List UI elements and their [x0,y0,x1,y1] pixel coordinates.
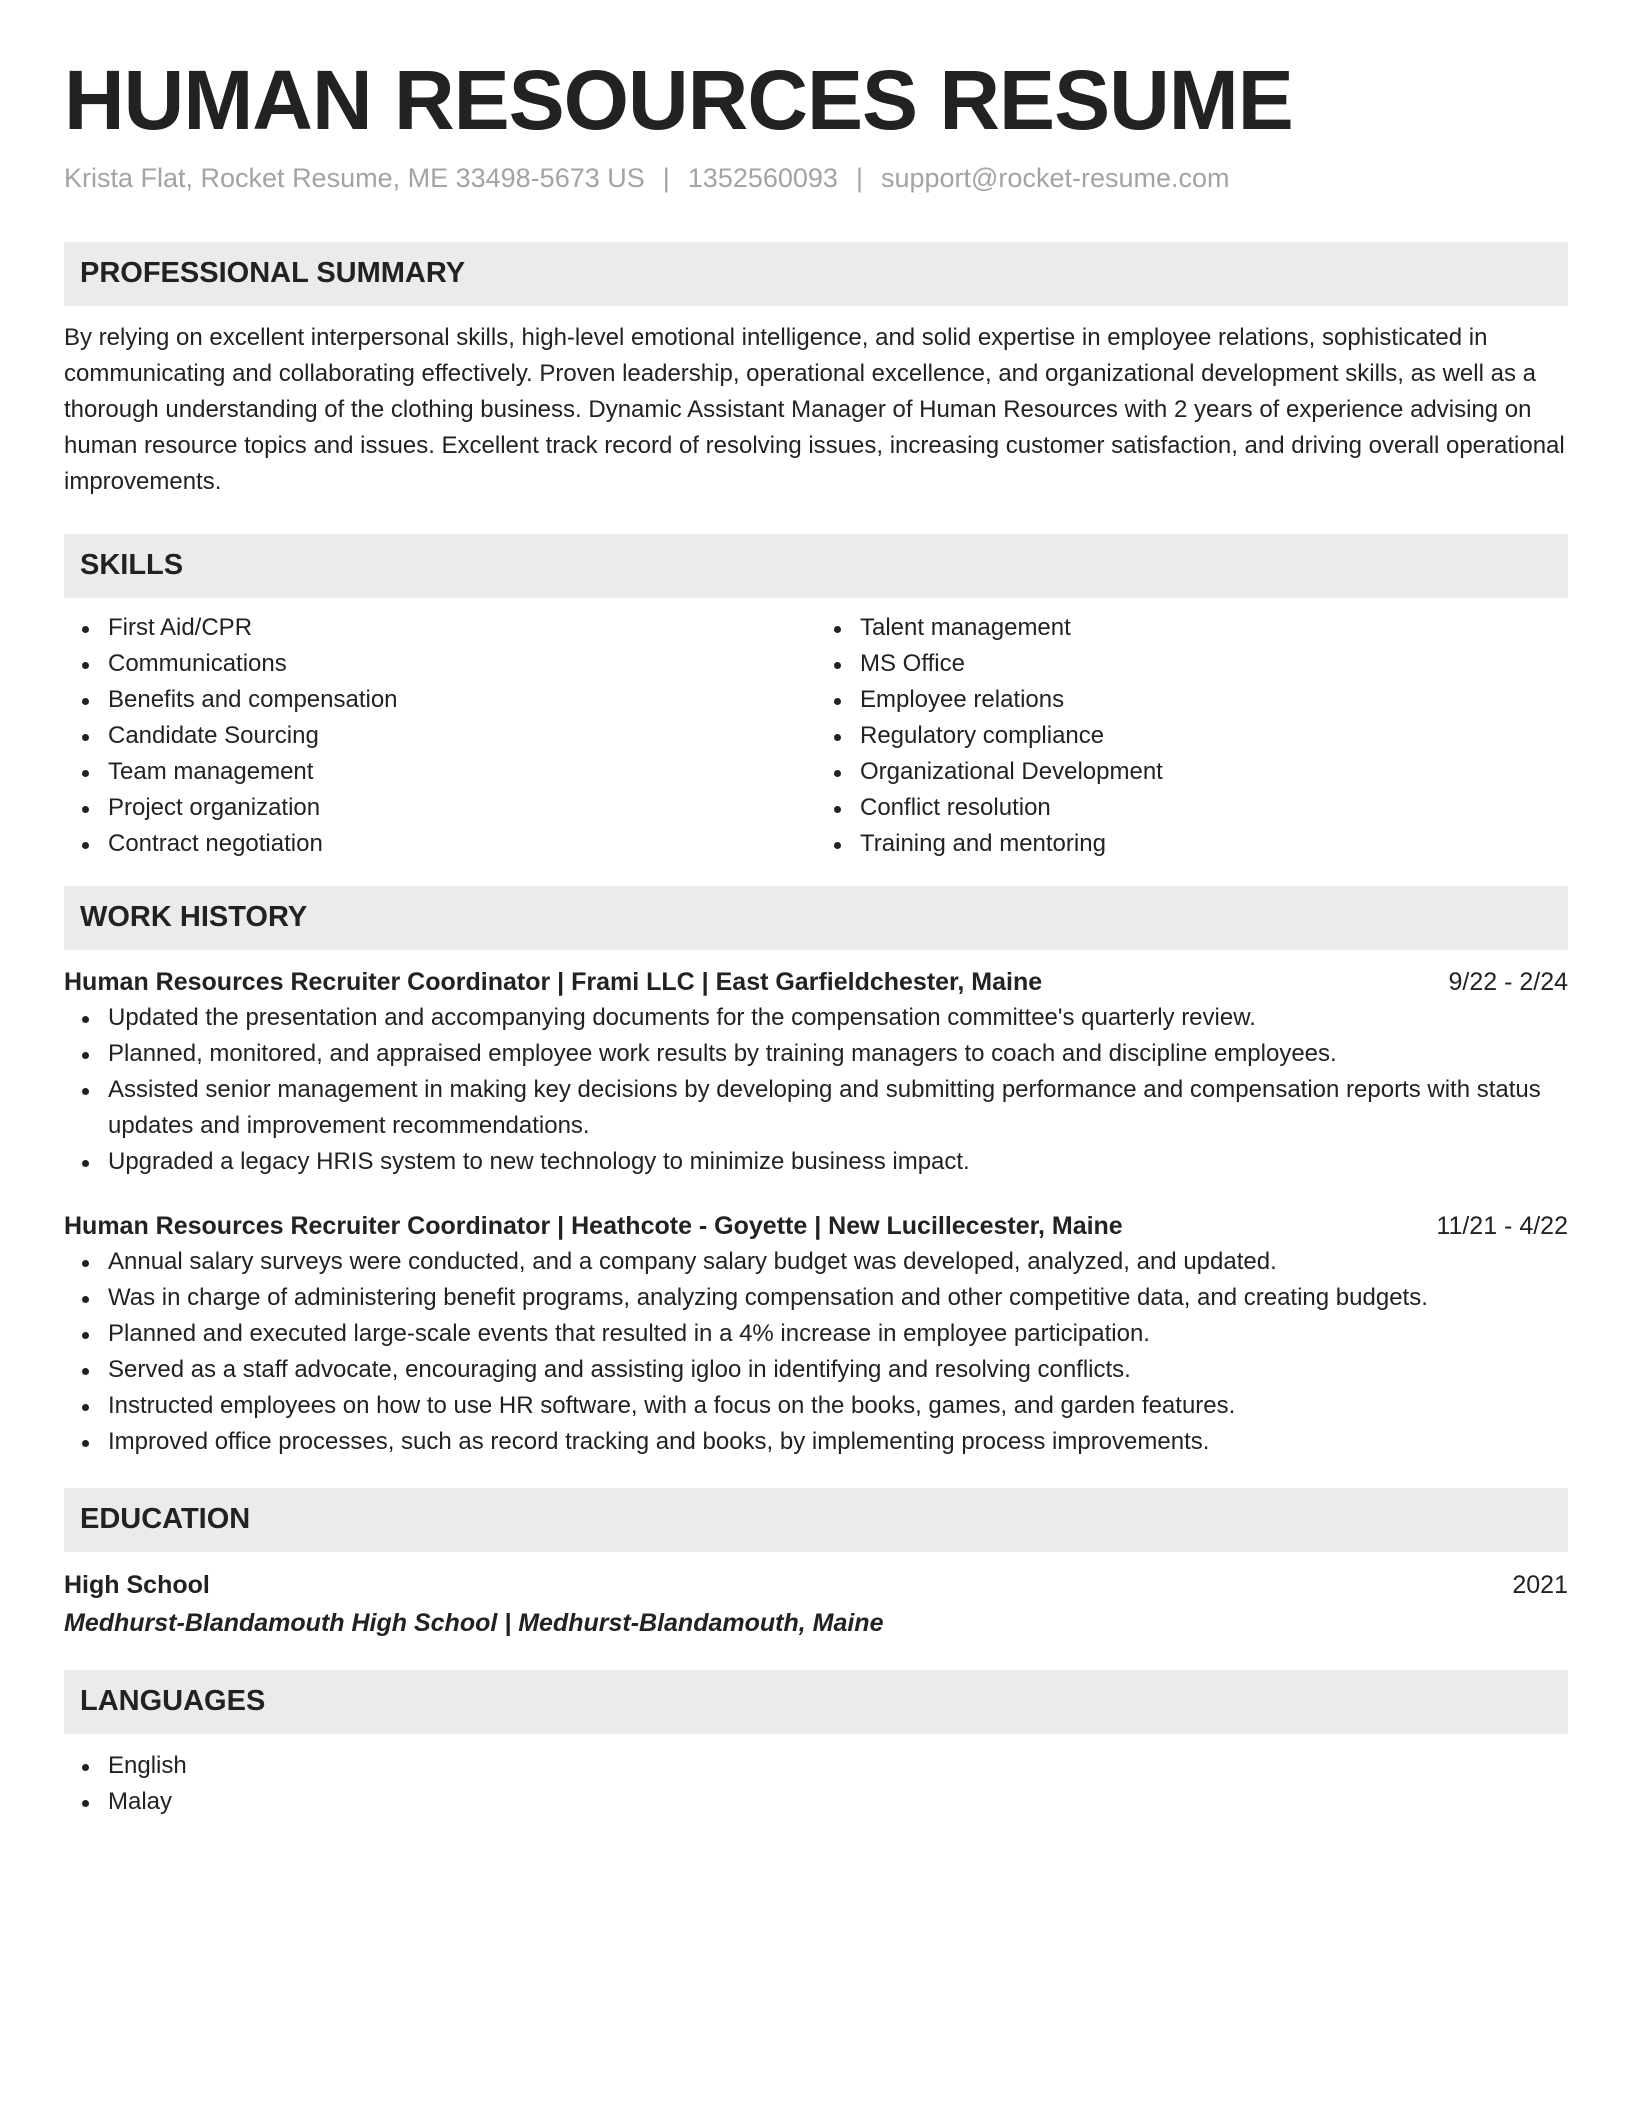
skill-item: First Aid/CPR [64,610,816,646]
bullet-icon [834,734,841,741]
job-title: Human Resources Recruiter Coordinator | Frami LLC | East Garfieldchester, Maine [64,967,1043,996]
job-bullet: Planned, monitored, and appraised employee work results by training managers to coach and discipline employees. [64,1036,1568,1072]
job-bullet: Planned and executed large-scale events that resulted in a 4% increase in employee participation. [64,1316,1568,1352]
skill-item: Training and mentoring [816,826,1568,862]
skill-item: Organizational Development [816,754,1568,790]
bullet-icon [834,662,841,669]
job-bullet: Updated the presentation and accompanying documents for the compensation committee's quarterly review. [64,1000,1568,1036]
education-degree: High School [64,1570,210,1599]
bullet-icon [82,1440,89,1447]
job-bullet: Annual salary surveys were conducted, and a company salary budget was developed, analyzed, and updated. [64,1244,1568,1280]
skill-item: Contract negotiation [64,826,816,862]
bullet-icon [82,1052,89,1059]
education-heading: EDUCATION [64,1488,1568,1552]
language-item: English [64,1748,1568,1784]
job-entry [64,964,1568,1180]
bullet-icon [82,1260,89,1267]
education-school: Medhurst-Blandamouth High School | Medhurst-Blandamouth, Maine [64,1608,884,1637]
skill-item: Candidate Sourcing [64,718,816,754]
job-bullet: Was in charge of administering benefit programs, analyzing compensation and other competitive data, and creating budgets. [64,1280,1568,1316]
skill-item: Communications [64,646,816,682]
job-dates: 9/22 - 2/24 [1448,967,1568,996]
skills-column-right [816,610,1568,862]
skill-item: Talent management [816,610,1568,646]
bullet-icon [834,842,841,849]
summary-text: By relying on excellent interpersonal skills, high-level emotional intelligence, and solid expertise in employee relations, sophisticated in communicating and collaborating effectively. Proven leadership, operational excellence, and organizational development skills, as well as a thorough understanding of the clothing business. Dynamic Assistant Manager of Human Resources with 2 years of experience advising on human resource topics and issues. Excellent track record of resolving issues, increasing customer satisfaction, and driving overall operational improvements. [64,323,1565,495]
education-entry [64,1566,1568,1642]
bullet-icon [834,698,841,705]
job-title: Human Resources Recruiter Coordinator | Heathcote - Goyette | New Lucillecester, Maine [64,1211,1123,1240]
bullet-icon [82,1088,89,1095]
page-title: HUMAN RESOURCES RESUME [64,53,1293,147]
job-bullet: Improved office processes, such as record tracking and books, by implementing process improvements. [64,1424,1568,1460]
skill-item: Team management [64,754,816,790]
bullet-icon [82,1160,89,1167]
job-entry [64,1208,1568,1460]
contact-address: Krista Flat, Rocket Resume, ME 33498-5673 US [64,162,645,193]
skill-item: Employee relations [816,682,1568,718]
skills-column-left [64,610,816,862]
bullet-icon [82,1800,89,1807]
bullet-icon [82,1016,89,1023]
bullet-icon [834,770,841,777]
bullet-icon [82,662,89,669]
work-heading: WORK HISTORY [64,886,1568,950]
job-header [64,1208,1568,1244]
contact-phone: 1352560093 [687,162,838,193]
bullet-icon [82,1404,89,1411]
job-bullet: Instructed employees on how to use HR software, with a focus on the books, games, and garden features. [64,1388,1568,1424]
bullet-icon [82,770,89,777]
language-item: Malay [64,1784,1568,1820]
job-bullets [64,1000,1568,1180]
skill-item: Project organization [64,790,816,826]
job-header [64,964,1568,1000]
education-header [64,1566,1568,1604]
bullet-icon [82,1332,89,1339]
bullet-icon [82,698,89,705]
bullet-icon [82,626,89,633]
skill-item: MS Office [816,646,1568,682]
contact-line [64,163,1568,194]
skills-list [64,610,1568,862]
bullet-icon [82,806,89,813]
contact-separator: | [855,162,863,193]
skills-heading: SKILLS [64,534,1568,598]
education-year: 2021 [1512,1570,1568,1599]
job-bullet: Assisted senior management in making key decisions by developing and submitting performance and compensation reports with status updates and improvement recommendations. [64,1072,1568,1144]
bullet-icon [82,842,89,849]
bullet-icon [82,1368,89,1375]
summary-heading: PROFESSIONAL SUMMARY [64,242,1568,306]
bullet-icon [834,626,841,633]
bullet-icon [82,1296,89,1303]
skill-item: Regulatory compliance [816,718,1568,754]
contact-separator: | [662,162,670,193]
bullet-icon [834,806,841,813]
job-bullets [64,1244,1568,1460]
skill-item: Conflict resolution [816,790,1568,826]
bullet-icon [82,1764,89,1771]
bullet-icon [82,734,89,741]
job-bullet: Upgraded a legacy HRIS system to new technology to minimize business impact. [64,1144,1568,1180]
skill-item: Benefits and compensation [64,682,816,718]
languages-heading: LANGUAGES [64,1670,1568,1734]
job-dates: 11/21 - 4/22 [1436,1211,1568,1240]
job-bullet: Served as a staff advocate, encouraging and assisting igloo in identifying and resolving conflicts. [64,1352,1568,1388]
contact-email: support@rocket-resume.com [880,162,1230,193]
languages-list [64,1748,1568,1820]
